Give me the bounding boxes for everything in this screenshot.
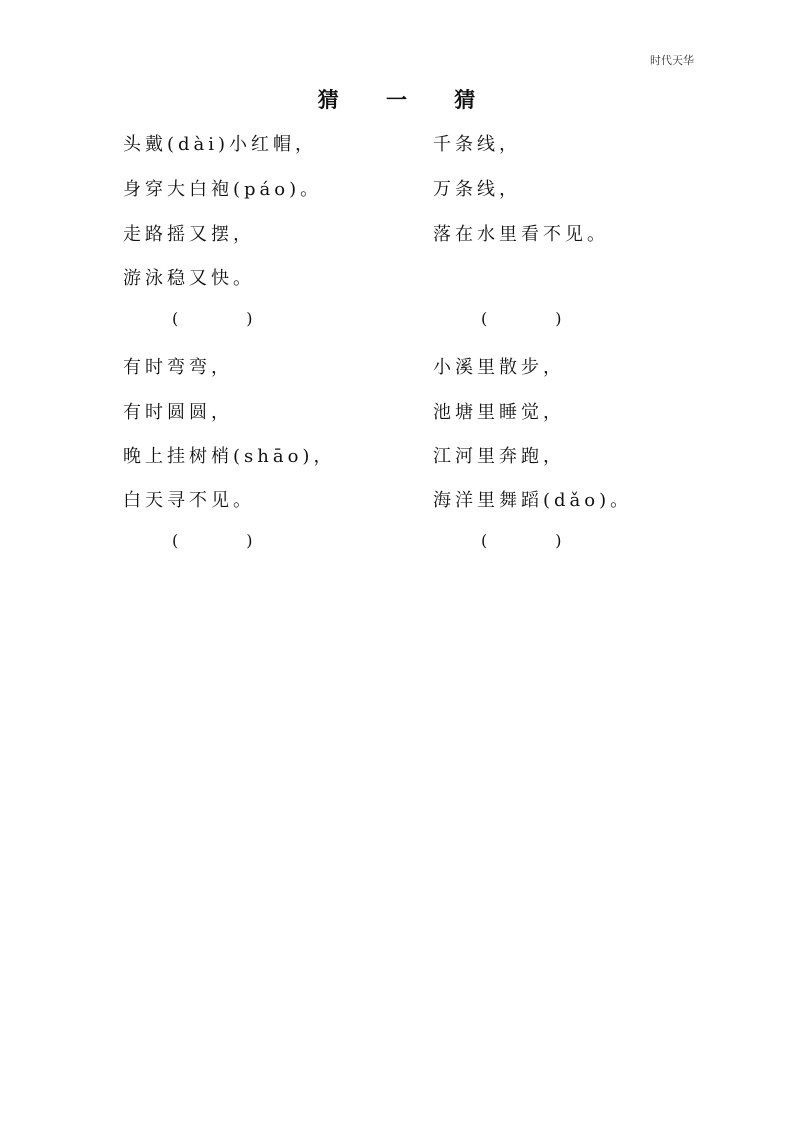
riddle-line: 游泳稳又快。: [123, 268, 255, 289]
answer-close-paren: ): [246, 309, 253, 328]
riddle-line: 海洋里舞蹈(dǎo)。: [433, 490, 633, 511]
riddle-line: 江河里奔跑，: [433, 446, 565, 467]
answer-close-paren: ): [555, 309, 562, 328]
answer-blank[interactable]: [172, 531, 253, 550]
answer-blank[interactable]: [172, 309, 253, 328]
riddle-line: 千条线，: [433, 134, 521, 155]
header-brand: 时代天华: [650, 54, 694, 67]
answer-open-paren: (: [172, 531, 179, 550]
riddle-line: 晚上挂树梢(shāo)，: [123, 446, 336, 467]
riddle-line: 有时弯弯，: [123, 357, 233, 378]
riddle-line: 池塘里睡觉，: [433, 402, 565, 423]
riddle-line: 有时圆圆，: [123, 402, 233, 423]
answer-open-paren: (: [481, 531, 488, 550]
riddle-line: 小溪里散步，: [433, 357, 565, 378]
page-title: 猜 一 猜: [317, 87, 496, 112]
riddle-line: 头戴(dài)小红帽，: [123, 134, 318, 155]
riddle-line: 万条线，: [433, 179, 521, 200]
riddle-line: 落在水里看不见。: [433, 224, 609, 245]
answer-close-paren: ): [246, 531, 253, 550]
answer-blank[interactable]: [481, 309, 562, 328]
riddle-line: 身穿大白袍(páo)。: [123, 179, 323, 200]
riddle-line: 白天寻不见。: [123, 490, 255, 511]
answer-open-paren: (: [481, 309, 488, 328]
answer-blank[interactable]: [481, 531, 562, 550]
riddle-line: 走路摇又摆，: [123, 224, 255, 245]
answer-open-paren: (: [172, 309, 179, 328]
answer-close-paren: ): [555, 531, 562, 550]
